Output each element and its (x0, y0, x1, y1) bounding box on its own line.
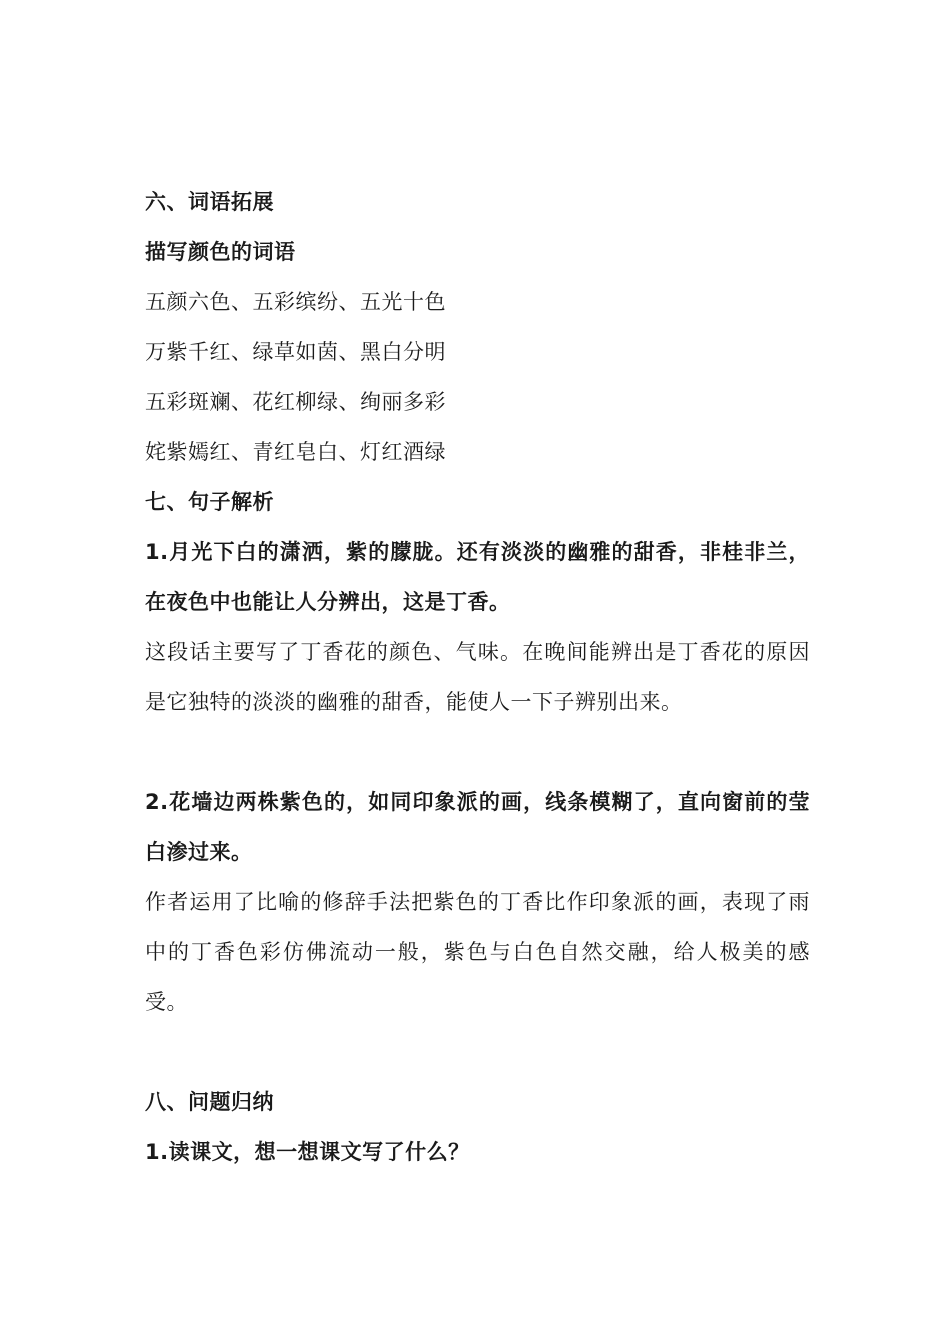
sentence-1: 1.月光下白的潇洒，紫的朦胧。还有淡淡的幽雅的甜香，非桂非兰，在夜色中也能让人分辨出，这是丁香。 (145, 540, 810, 614)
section-heading-question-summary: 八、问题归纳 (145, 1090, 274, 1114)
phrase-line: 五彩斑斓、花红柳绿、绚丽多彩 (145, 390, 446, 414)
analysis-1: 这段话主要写了丁香花的颜色、气味。在晚间能辨出是丁香花的原因是它独特的淡淡的幽雅的甜香，能使人一下子辨别出来。 (145, 640, 810, 714)
document-page (145, 177, 810, 1177)
spacer (145, 1027, 810, 1077)
section-heading-vocabulary: 六、词语拓展 (145, 190, 274, 214)
spacer (145, 727, 810, 777)
phrase-line: 万紫千红、绿草如茵、黑白分明 (145, 340, 446, 364)
phrase-line: 五颜六色、五彩缤纷、五光十色 (145, 290, 446, 314)
section-heading-sentence-analysis: 七、句子解析 (145, 490, 274, 514)
sentence-2: 2.花墙边两株紫色的，如同印象派的画，线条模糊了，直向窗前的莹白渗过来。 (145, 790, 810, 864)
question-1: 1.读课文，想一想课文写了什么？ (145, 1140, 470, 1164)
phrase-line: 姹紫嫣红、青红皂白、灯红酒绿 (145, 440, 446, 464)
subheading-color-words: 描写颜色的词语 (145, 240, 296, 264)
analysis-2: 作者运用了比喻的修辞手法把紫色的丁香比作印象派的画，表现了雨中的丁香色彩仿佛流动一般，紫色与白色自然交融，给人极美的感受。 (145, 890, 810, 1014)
